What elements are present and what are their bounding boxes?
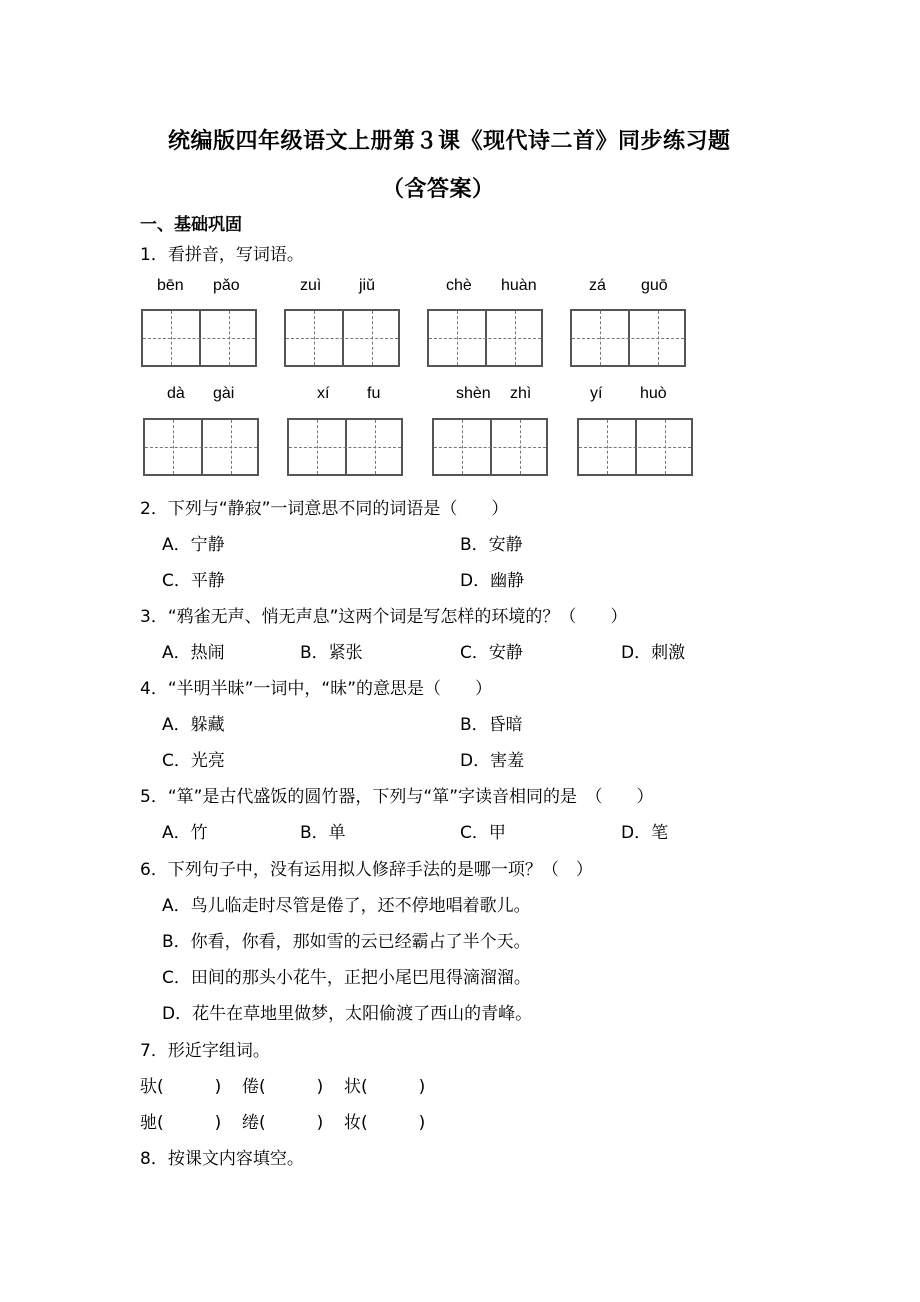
pinyin: zá [589,277,606,294]
writing-grid[interactable] [287,418,403,476]
pinyin: xí [317,385,330,402]
word-blank[interactable]: 倦( ) [242,1077,324,1097]
question-2: 2．下列与“静寂”一词意思不同的词语是（ ） [140,499,509,519]
question-8: 8．按课文内容填空。 [140,1149,304,1169]
writing-grid[interactable] [427,309,543,367]
option[interactable]: D．花牛在草地里做梦，太阳偷渡了西山的青峰。 [162,1004,533,1024]
pinyin: gài [213,385,235,402]
pinyin: pǎo [213,277,240,294]
option[interactable]: D．刺激 [621,643,686,663]
word-blank[interactable]: 绻( ) [242,1113,324,1133]
option[interactable]: C．安静 [460,643,523,663]
pinyin: dà [167,385,185,402]
section-heading: 一、基础巩固 [140,215,242,235]
option[interactable]: A．鸟儿临走时尽管是倦了，还不停地唱着歌儿。 [162,896,531,916]
writing-grid[interactable] [432,418,548,476]
question-3: 3．“鸦雀无声、悄无声息”这两个词是写怎样的环境的？（ ） [140,607,628,627]
word-blank[interactable]: 驰( ) [140,1113,222,1133]
option[interactable]: A．宁静 [162,535,225,555]
pinyin: jiǔ [359,277,376,294]
question-5: 5．“箪”是古代盛饭的圆竹器，下列与“箪”字读音相同的是 （ ） [140,787,654,807]
option[interactable]: D．害羞 [460,751,525,771]
option[interactable]: C．田间的那头小花牛，正把小尾巴甩得滴溜溜。 [162,968,531,988]
page-subtitle: （含答案） [382,177,495,202]
question-4: 4．“半明半昧”一词中，“昧”的意思是（ ） [140,679,493,699]
option[interactable]: C．甲 [460,823,506,843]
option[interactable]: D．笔 [621,823,669,843]
option[interactable]: B．安静 [460,535,523,555]
writing-grid[interactable] [577,418,693,476]
pinyin: chè [446,277,472,294]
pinyin: yí [590,385,603,402]
pinyin: huàn [501,277,537,294]
option[interactable]: B．昏暗 [460,715,523,735]
option[interactable]: A．竹 [162,823,208,843]
option[interactable]: B．紧张 [300,643,363,663]
question-6: 6．下列句子中，没有运用拟人修辞手法的是哪一项？（ ） [140,860,593,880]
pinyin: fu [367,385,381,402]
writing-grid[interactable] [284,309,400,367]
pinyin: shèn [456,385,491,402]
option[interactable]: B．单 [300,823,346,843]
pinyin: bēn [157,277,184,294]
option[interactable]: A．热闹 [162,643,225,663]
question-7: 7．形近字组词。 [140,1041,270,1061]
pinyin: zhì [510,385,532,402]
option[interactable]: D．幽静 [460,571,525,591]
page-title: 统编版四年级语文上册第３课《现代诗二首》同步练习题 [168,129,731,154]
question-1: 1．看拼音，写词语。 [140,245,304,265]
option[interactable]: C．光亮 [162,751,225,771]
pinyin: huò [640,385,667,402]
word-blank[interactable]: 状( ) [344,1077,426,1097]
word-blank[interactable]: 驮( ) [140,1077,222,1097]
option[interactable]: A．躲藏 [162,715,225,735]
option[interactable]: B．你看，你看，那如雪的云已经霸占了半个天。 [162,932,531,952]
writing-grid[interactable] [141,309,257,367]
pinyin: guō [641,277,668,294]
writing-grid[interactable] [143,418,259,476]
writing-grid[interactable] [570,309,686,367]
word-blank[interactable]: 妆( ) [344,1113,426,1133]
pinyin: zuì [300,277,322,294]
option[interactable]: C．平静 [162,571,225,591]
